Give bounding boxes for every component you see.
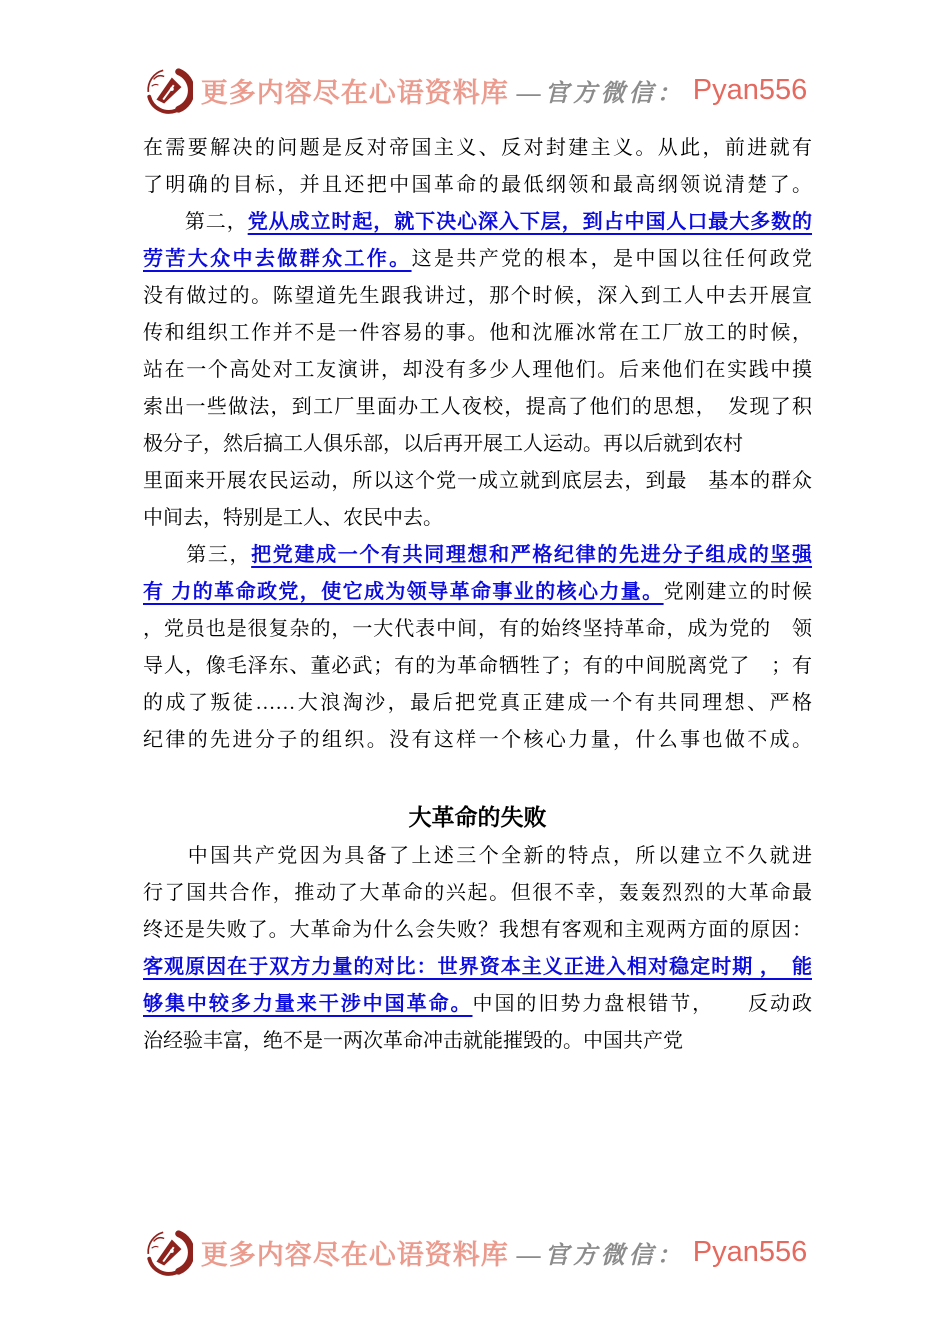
- text-line: [143, 648, 812, 685]
- body-text: 传和组织工作并不是一件容易的事。他和沈雁冰常在工厂放工的时候，: [143, 322, 812, 344]
- text-line: [143, 838, 812, 875]
- body-text: 纪律的先进分子的组织。没有这样一个核心力量，什么事也做不成。: [143, 729, 812, 751]
- body-text: 党刚建立的时候: [663, 581, 813, 603]
- body-text: 终还是失败了。大革命为什么会失败？我想有客观和主观两方面的原因：: [143, 919, 812, 941]
- text-line: [143, 315, 812, 352]
- watermark-wechat-label: —官方微信：: [516, 80, 685, 107]
- watermark-wechat-label: —官方微信：: [516, 1242, 685, 1269]
- text-line: [143, 167, 812, 204]
- body-text: 索出一些做法，到工厂里面办工人夜校，提高了他们的思想， 发现了积: [143, 396, 812, 418]
- body-text: 第二，: [143, 211, 248, 233]
- section-heading: 大革命的失败: [408, 804, 547, 830]
- text-line: [143, 611, 812, 648]
- watermark-brand-text: 更多内容尽在心语资料库: [200, 77, 509, 108]
- body-text: 治经验丰富，绝不是一两次革命冲击就能摧毁的。中国共产党: [143, 1030, 683, 1052]
- body-text: 站在一个高处对工友演讲，却没有多少人理他们。后来他们在实践中摸: [143, 359, 812, 381]
- body-text: 在需要解决的问题是反对帝国主义、反对封建主义。从此，前进就有: [143, 137, 812, 159]
- body-text: 行了国共合作，推动了大革命的兴起。但很不幸，轰轰烈烈的大革命最: [143, 882, 812, 904]
- watermark-wechat-id: Pyan556: [692, 73, 808, 106]
- text-line: [143, 241, 812, 278]
- emphasis-underlined-text: 劳苦大众中去做群众工作。: [143, 248, 412, 270]
- watermark-wechat-id: Pyan556: [692, 1235, 808, 1268]
- text-line: [143, 352, 812, 389]
- text-line: [143, 537, 812, 574]
- body-text: 导人，像毛泽东、董必武；有的为革命牺牲了；有的中间脱离党了 ；有: [143, 655, 812, 677]
- document-body: [143, 130, 812, 1060]
- body-text: 了明确的目标，并且还把中国革命的最低纲领和最高纲领说清楚了。: [143, 174, 812, 196]
- text-line: [143, 685, 812, 722]
- emphasis-underlined-text: 党从成立时起，就下决心深入下层，到占中国人口最大多数的: [247, 211, 813, 233]
- text-line: [143, 986, 812, 1023]
- text-line: [143, 875, 812, 912]
- emphasis-underlined-text: 客观原因在于双方力量的对比：世界资本主义正进入相对稳定时期 ， 能: [143, 956, 812, 978]
- text-line: [143, 389, 812, 426]
- emphasis-underlined-text: 把党建成一个有共同理想和严格纪律的先进分子组成的坚强: [251, 544, 813, 566]
- text-line: [143, 574, 812, 611]
- emphasis-underlined-text: 有 力的革命政党，使它成为领导革命事业的核心力量。: [143, 581, 664, 603]
- text-line: [143, 463, 812, 500]
- text-line: [143, 204, 812, 241]
- footer-watermark: [0, 1226, 950, 1278]
- text-line: [143, 130, 812, 167]
- body-text: 里面来开展农民运动，所以这个党一成立就到底层去，到最 基本的群众: [143, 470, 812, 492]
- body-text: 中国的旧势力盘根错节， 反动政: [472, 993, 812, 1015]
- body-text: 第三，: [143, 544, 252, 566]
- body-text: 极分子，然后搞工人俱乐部，以后再开展工人运动。再以后就到农村: [143, 433, 743, 455]
- body-text: 的成了叛徒……大浪淘沙，最后把党真正建成一个有共同理想、严格: [143, 692, 812, 714]
- body-text: 这是共产党的根本，是中国以往任何政党: [411, 248, 813, 270]
- text-line: [143, 1023, 812, 1060]
- emphasis-underlined-text: 够集中较多力量来干涉中国革命。: [143, 993, 473, 1015]
- text-line: [143, 912, 812, 949]
- body-text: 中间去，特别是工人、农民中去。: [143, 507, 443, 529]
- body-text: ，党员也是很复杂的，一大代表中间，有的始终坚持革命，成为党的 领: [143, 618, 812, 640]
- text-line: [143, 426, 812, 463]
- text-line: [143, 949, 812, 986]
- pen-nib-logo-icon: [143, 64, 193, 116]
- text-line: [143, 500, 812, 537]
- text-line: [143, 278, 812, 315]
- body-text: 中国共产党因为具备了上述三个全新的特点，所以建立不久就进: [143, 845, 812, 867]
- body-text: 没有做过的。陈望道先生跟我讲过，那个时候，深入到工人中去开展宣: [143, 285, 812, 307]
- watermark-brand-text: 更多内容尽在心语资料库: [200, 1239, 509, 1270]
- pen-nib-logo-icon: [143, 1226, 193, 1278]
- header-watermark: [0, 64, 950, 116]
- text-line: [143, 722, 812, 759]
